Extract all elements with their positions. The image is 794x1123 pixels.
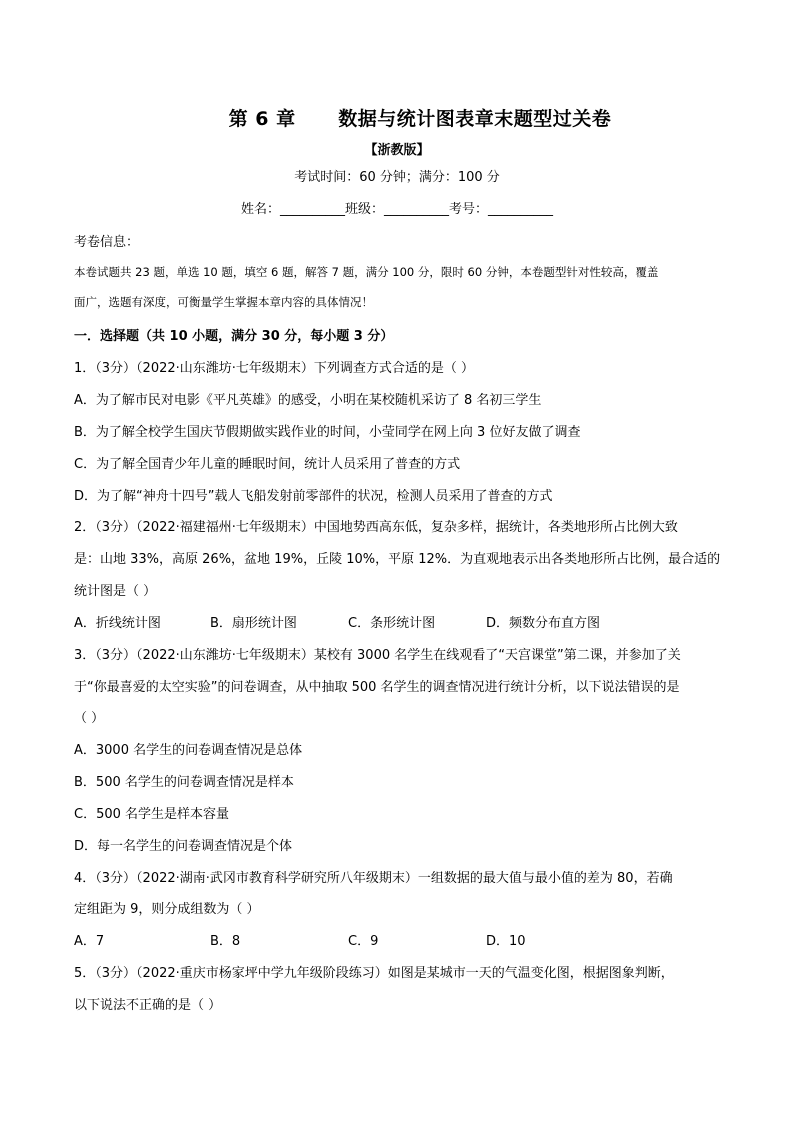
question-3-option-c: C．500 名学生是样本容量 — [74, 807, 230, 822]
question-5-stem-line-1: 5．（3分）（2022·重庆市杨家坪中学九年级阶段练习）如图是某城市一天的气温变化图，根据图象判断， — [74, 966, 674, 981]
question-4-option-c: C．9 — [348, 934, 379, 949]
question-1-option-d: D．为了解“神舟十四号”载人飞船发射前零部件的状况，检测人员采用了普查的方式 — [74, 489, 553, 504]
info-text-line-2: 面广，选题有深度，可衡量学生掌握本章内容的具体情况！ — [74, 295, 373, 309]
question-3-option-d: D．每一名学生的问卷调查情况是个体 — [74, 839, 293, 854]
question-4-option-d: D．10 — [486, 934, 526, 949]
page-title: 第 6 章 数据与统计图表章末题型过关卷 — [228, 108, 612, 130]
question-4-stem-line-2: 定组距为 9，则分成组数为（ ） — [74, 902, 260, 917]
question-3-option-a: A．3000 名学生的问卷调查情况是总体 — [74, 743, 303, 758]
info-text-line-1: 本卷试题共 23 题，单选 10 题，填空 6 题，解答 7 题，满分 100 分，限时 60 分钟，本卷题型针对性较高，覆盖 — [74, 265, 659, 279]
student-info-line: 姓名：__________班级：__________考号：__________ — [240, 202, 553, 217]
question-2-option-b: B．扇形统计图 — [210, 616, 297, 631]
question-2-option-c: C．条形统计图 — [348, 616, 436, 631]
exam-time: 考试时间：60 分钟；满分：100 分 — [294, 170, 500, 185]
question-5-stem-line-2: 以下说法不正确的是（ ） — [74, 998, 222, 1013]
question-2-stem-line-1: 2．（3分）（2022·福建福州·七年级期末）中国地势西高东低，复杂多样，据统计，各类地形所占比例大致 — [74, 520, 678, 535]
question-4-option-b: B．8 — [210, 934, 241, 949]
question-2-stem-line-2: 是：山地 33%，高原 26%，盆地 19%，丘陵 10%，平原 12%．为直观地表示出各类地形所占比例，最合适的 — [74, 552, 721, 567]
question-1-option-b: B．为了解全校学生国庆节假期做实践作业的时间，小莹同学在网上向 3 位好友做了调查 — [74, 425, 581, 440]
question-1-option-a: A．为了解市民对电影《平凡英雄》的感受，小明在某校随机采访了 8 名初三学生 — [74, 393, 542, 408]
question-3-stem-line-2: 于“你最喜爱的太空实验”的问卷调查，从中抽取 500 名学生的调查情况进行统计分析，以下说法错误的是 — [74, 680, 680, 695]
question-3-stem-line-3: （ ） — [74, 711, 105, 726]
question-2-option-d: D．频数分布直方图 — [486, 616, 601, 631]
edition-label: 【浙教版】 — [364, 143, 430, 158]
section-heading: 一．选择题（共 10 小题，满分 30 分，每小题 3 分） — [74, 329, 394, 344]
question-1-stem: 1．（3分）（2022·山东潍坊·七年级期末）下列调查方式合适的是（ ） — [74, 361, 475, 376]
question-2-option-a: A．折线统计图 — [74, 616, 161, 631]
question-4-option-a: A．7 — [74, 934, 105, 949]
question-3-stem-line-1: 3．（3分）（2022·山东潍坊·七年级期末）某校有 3000 名学生在线观看了“天宫课堂”第二课，并参加了关 — [74, 648, 681, 663]
question-3-option-b: B．500 名学生的问卷调查情况是样本 — [74, 775, 294, 790]
question-2-stem-line-3: 统计图是（ ） — [74, 584, 157, 599]
info-heading: 考卷信息： — [74, 235, 140, 250]
question-1-option-c: C．为了解全国青少年儿童的睡眠时间，统计人员采用了普查的方式 — [74, 457, 461, 472]
question-4-stem-line-1: 4．（3分）（2022·湖南·武冈市教育科学研究所八年级期末）一组数据的最大值与最小值的差为 80，若确 — [74, 871, 673, 886]
